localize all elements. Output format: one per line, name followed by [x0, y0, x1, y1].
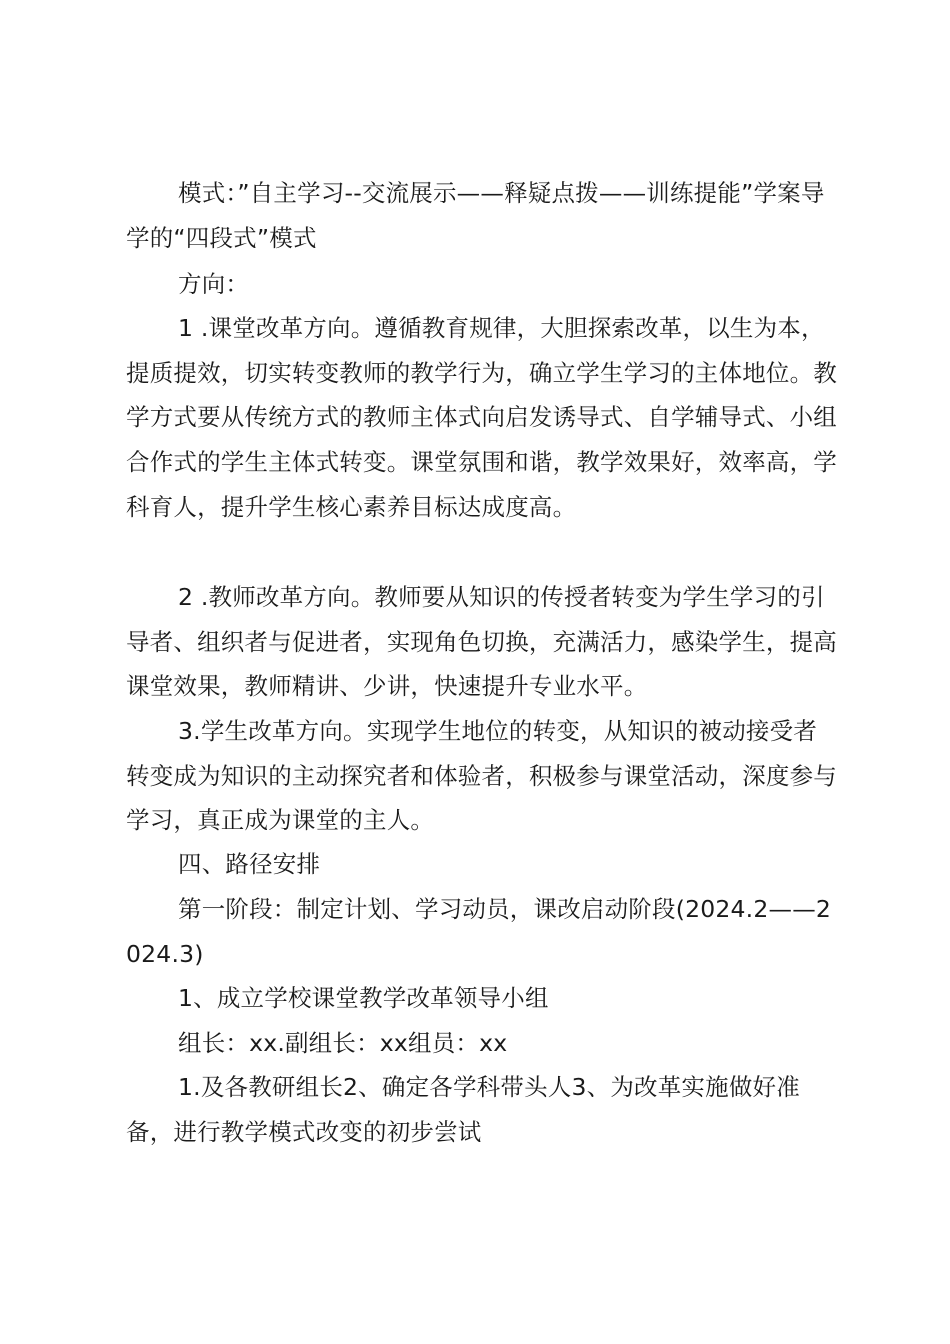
mode-paragraph: 模式：”自主学习--交流展示——释疑点拨——训练提能”学案导学的“四段式”模式 [126, 179, 825, 252]
preparation-paragraph: 1.及各教研组长2、确定各学科带头人3、为改革实施做好准备，进行教学模式改变的初步尝试 [126, 1073, 800, 1146]
classroom-reform-paragraph: 1 .课堂改革方向。遵循教育规律，大胆探索改革，以生为本，提质提效，切实转变教师的教学行为，确立学生学习的主体地位。教学方式要从传统方式的教师主体式向启发诱导式、自学辅导式、小组合作式的学生主体式转变。课堂氛围和谐，教学效果好，效率高，学科育人，提升学生核心素养目标达成度高。 [126, 314, 837, 521]
stage-one-paragraph: 第一阶段：制定计划、学习动员，课改启动阶段(2024.2——2024.3) [126, 895, 832, 968]
leadership-group-item: 1、成立学校课堂教学改革领导小组 [178, 984, 549, 1012]
teacher-reform-paragraph: 2 .教师改革方向。教师要从知识的传授者转变为学生学习的引导者、组织者与促进者，实现角色切换，充满活力，感染学生，提高课堂效果，教师精讲、少讲，快速提升专业水平。 [126, 583, 837, 701]
section-four-heading: 四、路径安排 [178, 850, 321, 878]
direction-heading: 方向： [178, 270, 250, 298]
group-members-line: 组长：xx.副组长：xx组员：xx [178, 1029, 508, 1057]
student-reform-paragraph: 3.学生改革方向。实现学生地位的转变，从知识的被动接受者转变成为知识的主动探究者和体验者，积极参与课堂活动，深度参与学习，真正成为课堂的主人。 [126, 717, 837, 835]
